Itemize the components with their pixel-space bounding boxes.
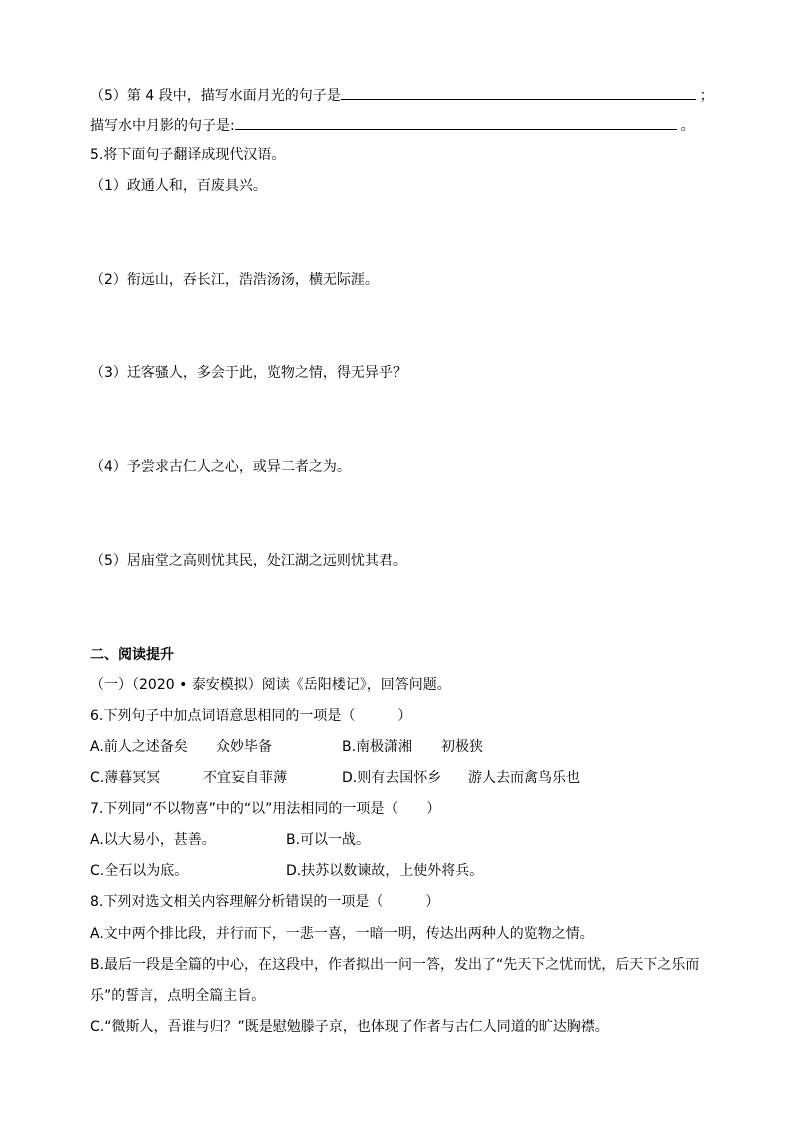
fill-question-suffix: 。: [680, 118, 695, 134]
translation-item-1: （1）政通人和，百废具兴。: [90, 178, 267, 194]
q6-option-c-left: C.薄暮冥冥: [90, 770, 161, 786]
q6-option-a-left: A.前人之述备矣: [90, 739, 188, 755]
question-8-stem: 8.下列对选文相关内容理解分析错误的一项是（ ）: [90, 894, 440, 910]
translation-item-5: （5）居庙堂之高则忧其民，处江湖之远则忧其君。: [90, 553, 407, 569]
section-heading: 二、阅读提升: [90, 647, 174, 663]
question-6-stem: 6.下列句子中加点词语意思相同的一项是（ ）: [90, 708, 412, 724]
q8-option-b-line-2: 乐”的誓言，点明全篇主旨。: [90, 988, 266, 1004]
fill-question-line-1: [90, 84, 714, 106]
answer-blank-2[interactable]: [235, 114, 677, 130]
q6-option-d-left: D.则有去国怀乡: [342, 770, 442, 786]
q8-option-a: A.文中两个排比段，并行而下，一悲一喜，一暗一明，传达出两种人的览物之情。: [90, 926, 594, 942]
q7-option-d: D.扶苏以数谏故，上使外将兵。: [286, 863, 484, 879]
fill-question-prefix: 描写水中月影的句子是:: [90, 118, 235, 134]
answer-blank-1[interactable]: [341, 84, 696, 100]
fill-question-prefix: （5）第 4 段中，描写水面月光的句子是: [90, 88, 341, 104]
q6-option-b-right: 初极狭: [441, 739, 483, 755]
translation-item-2: （2）衔远山，吞长江，浩浩汤汤，横无际涯。: [90, 272, 379, 288]
q7-option-b: B.可以一战。: [286, 832, 371, 848]
q8-option-c: C.“微斯人，吾谁与归？”既是慰勉滕子京，也体现了作者与古仁人同道的旷达胸襟。: [90, 1019, 609, 1035]
question-7-stem: 7.下列同“不以物喜”中的“以”用法相同的一项是（ ）: [90, 801, 441, 817]
q7-option-c: C.全石以为底。: [90, 863, 189, 879]
translation-item-4: （4）予尝求古仁人之心，或异二者之为。: [90, 459, 351, 475]
q7-option-a: A.以大易小，甚善。: [90, 832, 216, 848]
q6-option-d-right: 游人去而禽鸟乐也: [468, 770, 580, 786]
q8-option-b-line-1: B.最后一段是全篇的中心，在这段中，作者拟出一问一答，发出了“先天下之忧而忧，后天下之乐而: [90, 957, 700, 973]
q6-option-a-right: 众妙毕备: [216, 739, 272, 755]
fill-question-line-2: [90, 114, 695, 136]
fill-question-suffix: ；: [699, 88, 714, 104]
reading-intro: （一）（2020 • 泰安模拟）阅读《岳阳楼记》，回答问题。: [90, 677, 451, 693]
q6-option-c-right: 不宜妄自菲薄: [203, 770, 287, 786]
translation-item-3: （3）迁客骚人，多会于此，览物之情，得无异乎？: [90, 365, 407, 381]
question-5-title: 5.将下面句子翻译成现代汉语。: [90, 147, 286, 163]
q6-option-b-left: B.南极潇湘: [342, 739, 413, 755]
